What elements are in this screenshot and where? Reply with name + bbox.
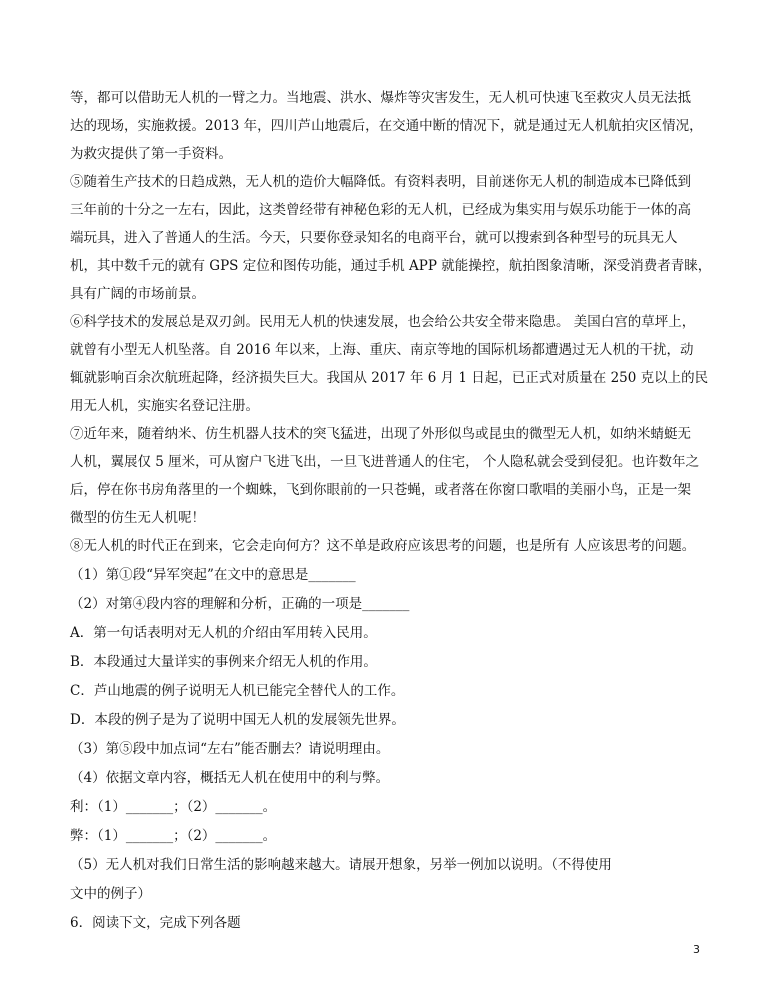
question-line: 6．阅读下文，完成下列各题 (70, 915, 241, 931)
text-line: 机，其中数千元的就有 GPS 定位和图传功能，通过手机 APP 就能操控，航拍图象清晰，深受消费者青睐， (70, 258, 712, 274)
text-line: 微型的仿生无人机呢！ (70, 510, 205, 526)
text-line: 为救灾提供了第一手资料。 (70, 146, 232, 162)
text-line: 人机，翼展仅 5 厘米，可从窗户飞进飞出，一旦飞进普通人的住宅， 个人隐私就会受到侵犯。也许数年之 (70, 454, 699, 470)
question-line: （2）对第④段内容的理解和分析，正确的一项是_______ (70, 596, 410, 612)
text-line: ⑤随着生产技术的日趋成熟，无人机的造价大幅降低。有资料表明，目前迷你无人机的制造成本已降低到 (70, 174, 691, 190)
question-line: （3）第⑤段中加点词“左右”能否删去？请说明理由。 (70, 741, 390, 757)
option-line: B．本段通过大量详实的事例来介绍无人机的作用。 (70, 654, 377, 670)
question-line: （1）第①段“异军突起”在文中的意思是_______ (70, 567, 356, 583)
text-line: ⑥科学技术的发展总是双刃剑。民用无人机的快速发展，也会给公共安全带来隐患。 美国白宫的草坪上， (70, 314, 696, 330)
text-line: 就曾有小型无人机坠落。自 2016 年以来，上海、重庆、南京等地的国际机场都遭遇过无人机的干扰，动 (70, 342, 694, 358)
text-line: 三年前的十分之一左右，因此，这类曾经带有神秘色彩的无人机，已经成为集实用与娱乐功能于一体的高 (70, 202, 691, 218)
text-line: ⑦近年来，随着纳米、仿生机器人技术的突飞猛进，出现了外形似鸟或昆虫的微型无人机，如纳米蜻蜓无 (70, 426, 691, 442)
answer-line: 利：（1）_______；（2）_______。 (70, 799, 277, 815)
text-line: ⑧无人机的时代正在到来，它会走向何方？这不单是政府应该思考的问题，也是所有 人应该思考的问题。 (70, 538, 696, 554)
question-line: （4）依据文章内容，概括无人机在使用中的利与弊。 (70, 770, 390, 786)
text-line: 辄就影响百余次航班起降，经济损失巨大。我国从 2017 年 6 月 1 日起，已正式对质量在 250 克以上的民 (70, 370, 709, 386)
page-number: 3 (693, 943, 700, 956)
text-line: 用无人机，实施实名登记注册。 (70, 398, 259, 414)
option-line: C．芦山地震的例子说明无人机已能完全替代人的工作。 (70, 683, 405, 699)
text-line: 等，都可以借助无人机的一臂之力。当地震、洪水、爆炸等灾害发生，无人机可快速飞至救灾人员无法抵 (70, 90, 691, 106)
answer-line: 弊：（1）_______；（2）_______。 (70, 828, 277, 844)
question-line: （5）无人机对我们日常生活的影响越来越大。请展开想象，另举一例加以说明。（不得使用 (70, 857, 612, 873)
option-line: D．本段的例子是为了说明中国无人机的发展领先世界。 (70, 712, 405, 728)
text-line: 端玩具，进入了普通人的生活。今天，只要你登录知名的电商平台，就可以搜索到各种型号的玩具无人 (70, 230, 678, 246)
text-line: 达的现场，实施救援。2013 年，四川芦山地震后，在交通中断的情况下，就是通过无人机航拍灾区情况， (70, 118, 703, 134)
question-line: 文中的例子） (70, 886, 151, 902)
text-line: 后，停在你书房角落里的一个蜘蛛，飞到你眼前的一只苍蝇，或者落在你窗口歌唱的美丽小鸟，正是一架 (70, 482, 691, 498)
text-line: 具有广阔的市场前景。 (70, 286, 205, 302)
option-line: A．第一句话表明对无人机的介绍由军用转入民用。 (70, 625, 377, 641)
